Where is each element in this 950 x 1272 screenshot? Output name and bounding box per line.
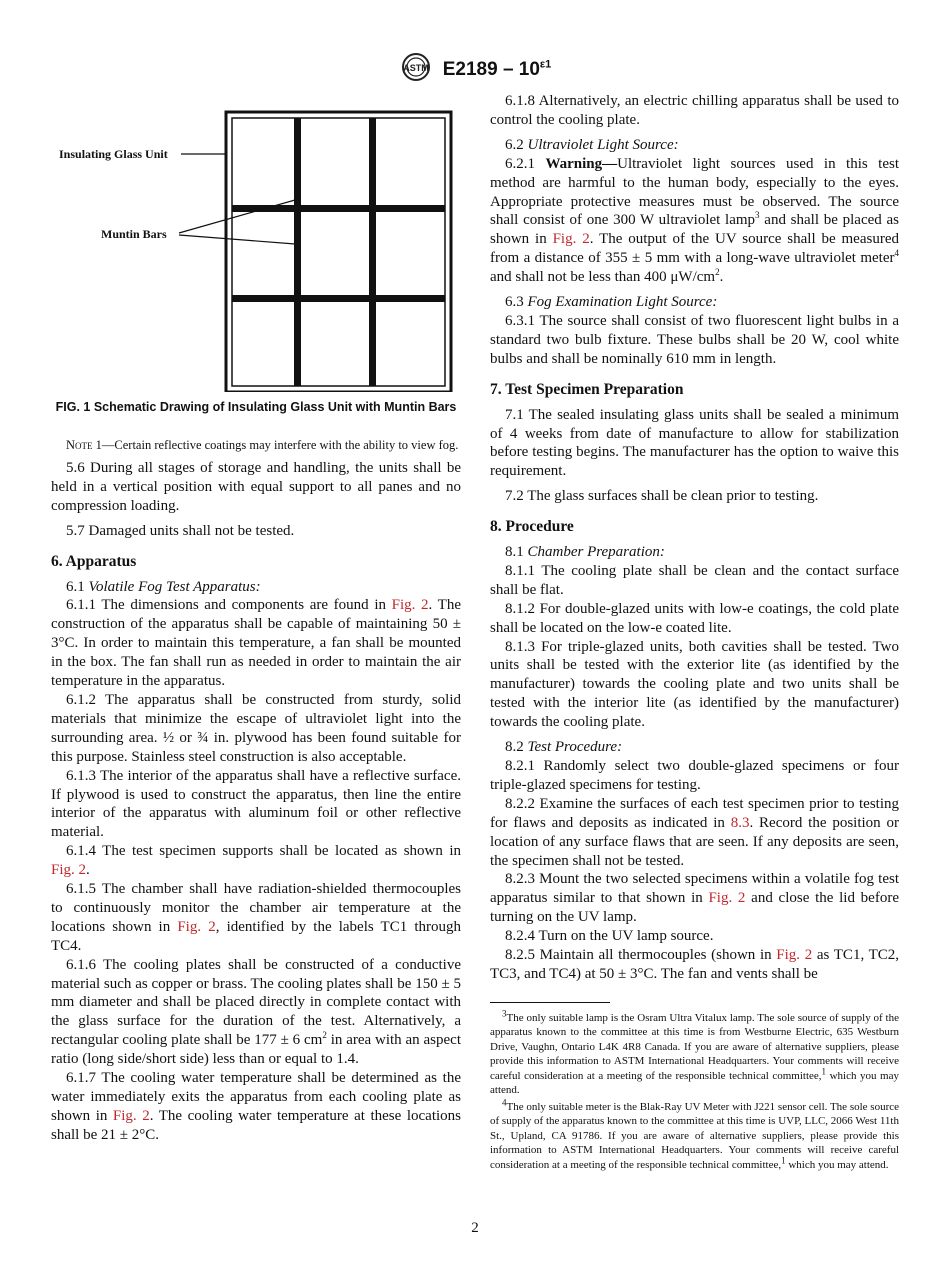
astm-logo-icon (399, 52, 433, 87)
para-8-1-3: 8.1.3 For triple-glazed units, both cavities shall be tested. Two units shall be tested with the exterior lite (as identified by the manufacturer) towards the cooling plate and two units shall be tested with the interior lite (as identified by the manufacturer) towards the cooling plate. (490, 638, 899, 731)
fig-2-link[interactable]: Fig. 2 (708, 890, 746, 907)
glass-unit-inner-frame (232, 118, 445, 386)
para-7-2: 7.2 The glass surfaces shall be clean prior to testing. (505, 488, 819, 505)
right-column (490, 92, 899, 1174)
para-6-1-8: 6.1.8 Alternatively, an electric chilling apparatus shall be used to control the cooling plate. (490, 93, 899, 128)
figure-1 (51, 92, 461, 392)
para-8-2-1: 8.2.1 Randomly select two double-glazed specimens or four triple-glazed specimens for testing. (490, 758, 899, 793)
footnote-3: $^3$The only suitable lamp is the Osram Ultra Vitalux lamp. The sole source of supply of the apparatus known to the committee at this time is from Westburne Electric, 635 Westburn Drive, Vaughn, Ontario L4K 4R8 Canada. If you are aware of alternative suppliers, please provide this information to ASTM International Headquarters. Your comments will receive careful consideration at a meeting of the responsible technical committee,$^1$ which you may attend. (490, 1008, 899, 1097)
para-6-3-1: 6.3.1 The source shall consist of two fluorescent light bulbs in a standard two bulb fixture. These bulbs shall be 20 W, cool white bulbs and shall be nominally 610 mm in length. (490, 312, 899, 367)
footnote-divider (490, 1002, 610, 1003)
igu-schematic (51, 92, 461, 392)
section-8-3-link[interactable]: 8.3 (730, 814, 750, 831)
leader-muntin-2 (179, 235, 295, 244)
para-6-1-7: 6.1.7 The cooling water temperature shall be determined as the water immediately exits the apparatus from each cooling plate as shown in Fig. 2. The cooling water temperature at these locations shall be 21 ± 2°C. (51, 1070, 461, 1143)
para-6-2: 6.2 Ultraviolet Light Source: (505, 136, 679, 153)
para-8-2-3: 8.2.3 Mount the two selected specimens within a volatile fog test apparatus similar to that shown in Fig. 2 and close the lid before turning on the UV lamp. (490, 871, 899, 926)
fig-2-link[interactable]: Fig. 2 (51, 862, 87, 879)
label-insulating-glass-unit: Insulating Glass Unit (59, 147, 168, 161)
left-column (51, 92, 461, 1145)
figure-caption: FIG. 1 Schematic Drawing of Insulating Glass Unit with Muntin Bars (55, 400, 457, 414)
fig-2-link[interactable]: Fig. 2 (776, 947, 813, 964)
para-6-1-1: 6.1.1 The dimensions and components are found in Fig. 2. The construction of the apparatus shall be capable of maintaining 50 ± 3°C. In order to maintain this temperature, a fan shall be mounted in the box. The fan shall run as needed in order to maintain the air temperature in the apparatus. (51, 597, 461, 690)
muntin-vertical-2 (369, 118, 376, 386)
muntin-horizontal-2 (232, 295, 445, 302)
para-6-2-1: 6.2.1 Warning—Ultraviolet light sources used in this test method are harmful to the human body, especially to the eyes. Appropriate protective measures must be observed. The source shall consist of one 300 W ultraviolet lamp$^3$ and shall be placed as shown in Fig. 2. The output of the UV source shall be measured from a distance of 355 ± 5 mm with a long-wave ultraviolet meter$^4$ and shall not be less than 400 $\mu W/cm^2$. (490, 155, 899, 286)
section-7-heading: 7. Test Specimen Preparation (490, 380, 684, 398)
fig-2-link[interactable]: Fig. 2 (391, 597, 429, 614)
para-8-2: 8.2 Test Procedure: (505, 739, 623, 756)
para-6-1: 6.1 Volatile Fog Test Apparatus: (66, 578, 261, 595)
page-number: 2 (471, 1220, 479, 1236)
para-8-1: 8.1 Chamber Preparation: (505, 544, 665, 561)
para-8-1-2: 8.1.2 For double-glazed units with low-e coatings, the cold plate shall be located on the low-e coated lite. (490, 600, 899, 636)
fig-2-link[interactable]: Fig. 2 (112, 1107, 150, 1124)
fig-2-link[interactable]: Fig. 2 (552, 231, 590, 248)
logo-text: ASTM (402, 63, 429, 73)
para-6-3: 6.3 Fog Examination Light Source: (505, 294, 718, 311)
para-5-7: 5.7 Damaged units shall not be tested. (66, 522, 295, 539)
para-7-1: 7.1 The sealed insulating glass units shall be sealed a minimum of 4 weeks from date of manufacture to allow for stabilization before testing begins. The manufacturer has the option to waive this requirement. (490, 406, 899, 480)
para-8-2-4: 8.2.4 Turn on the UV lamp source. (505, 928, 714, 945)
para-8-2-2: 8.2.2 Examine the surfaces of each test specimen prior to testing for flaws and deposits as indicated in 8.3. Record the position or location of any surface flaws that are seen. If any deposits are seen, the specimen shall not be tested. (490, 795, 899, 869)
para-6-1-6: 6.1.6 The cooling plates shall be constructed of a conductive material such as copper or brass. The cooling plates shall be 150 ± 5 mm diameter and shall be placed directly in complete contact with the glass surface for the duration of the test. Alternatively, a rectangular cooling plate shall be 177 ± 6 $cm^2$ in area with an aspect ratio (long side/short side) less than or equal to 1.4. (51, 956, 461, 1068)
fig-2-link[interactable]: Fig. 2 (177, 918, 216, 935)
note-1: Note 1—Certain reflective coatings may interfere with the ability to view fog. (66, 438, 459, 452)
para-6-1-4: 6.1.4 The test specimen supports shall be located as shown in Fig. 2. (51, 843, 461, 879)
page-header (0, 52, 950, 87)
standard-designation: $E2189 - 10^{\varepsilon 1}$ (442, 58, 552, 80)
section-8-heading: 8. Procedure (490, 518, 574, 536)
para-8-2-5: 8.2.5 Maintain all thermocouples (shown in Fig. 2 as TC1, TC2, TC3, and TC4) at 50 ± 3°C. The fan and vents shall be (490, 947, 899, 982)
para-6-1-2: 6.1.2 The apparatus shall be constructed from sturdy, solid materials that minimize the escape of ultraviolet light into the surrounding area. ½ or ¾ in. plywood has been found suitable for this purpose. Stainless steel construction is also acceptable. (51, 691, 461, 765)
section-6-heading: 6. Apparatus (51, 552, 137, 570)
label-muntin-bars: Muntin Bars (101, 227, 167, 241)
footnote-4: $^4$The only suitable meter is the Blak-Ray UV Meter with J221 sensor cell. The sole source of supply of the apparatus known to the committee at this time is UVP, LLC, 2066 West 11th St., Upland, CA 91786. If you are aware of alternative suppliers, please provide this information to ASTM International Headquarters. Your comments will receive careful consideration at a meeting of the responsible technical committee,$^1$ which you may attend. (490, 1097, 899, 1171)
para-5-6: 5.6 During all stages of storage and handling, the units shall be held in a vertical position with equal support to all panes and no compression loading. (51, 460, 461, 514)
para-6-1-5: 6.1.5 The chamber shall have radiation-shielded thermocouples to continuously monitor the chamber air temperature at the locations shown in Fig. 2, identified by the labels TC1 through TC4. (51, 881, 461, 954)
glass-unit-outer-frame (226, 112, 451, 392)
para-8-1-1: 8.1.1 The cooling plate shall be clean and the contact surface shall be flat. (490, 562, 899, 598)
leader-muntin-1 (179, 200, 295, 233)
para-6-1-3: 6.1.3 The interior of the apparatus shall have a reflective surface. If plywood is used to construct the apparatus, then line the entire interior of the apparatus with aluminum foil or other reflective material. (51, 767, 461, 841)
muntin-vertical-1 (294, 118, 301, 386)
